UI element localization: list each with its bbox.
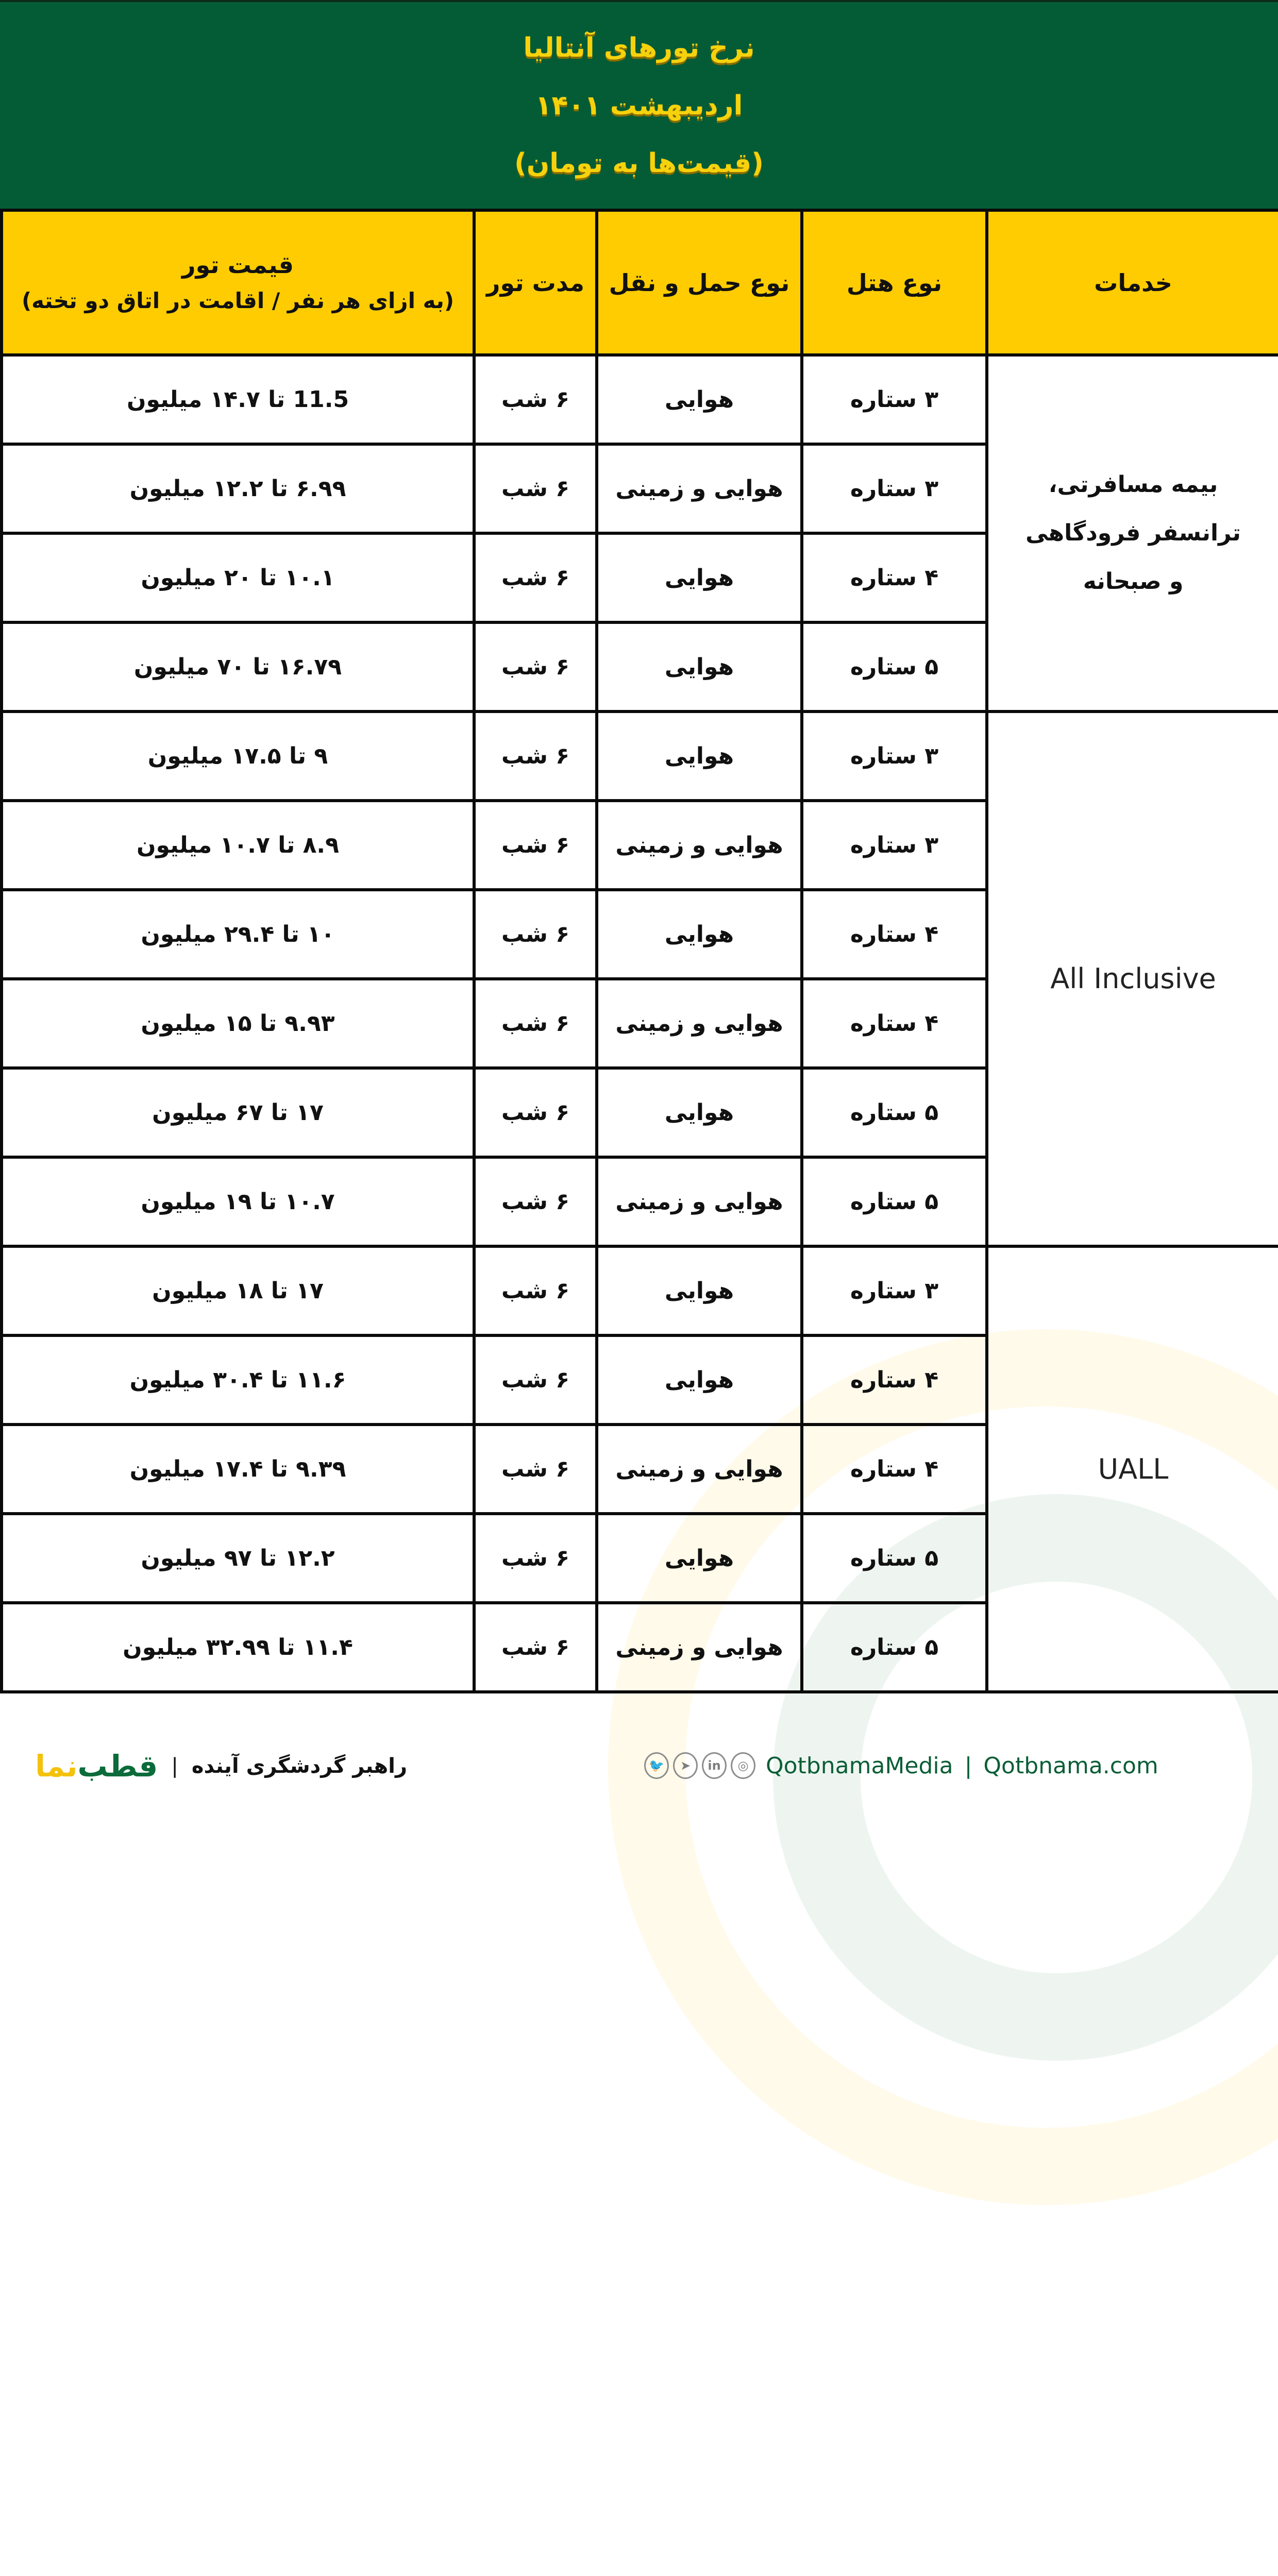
- footer: [0, 1729, 1278, 1825]
- header-price-title: قیمت تور: [181, 250, 294, 279]
- hotel-cell: ۳ ستاره: [802, 355, 987, 444]
- footer-pipe: |: [964, 1752, 972, 1779]
- title-banner: [0, 0, 1278, 209]
- price-cell: ۹.۳۹ تا ۱۷.۴ میلیون: [2, 1425, 474, 1514]
- duration-cell: ۶ شب: [474, 622, 597, 711]
- page-title: نرخ تورهای آنتالیا: [523, 32, 755, 63]
- hotel-cell: ۳ ستاره: [802, 444, 987, 533]
- header-hotel-type: نوع هتل: [802, 210, 987, 355]
- transport-cell: هوایی و زمینی: [597, 444, 802, 533]
- tour-price-table: [0, 209, 1278, 1693]
- transport-cell: هوایی: [597, 622, 802, 711]
- duration-cell: ۶ شب: [474, 355, 597, 444]
- duration-cell: ۶ شب: [474, 1425, 597, 1514]
- website-link[interactable]: Qotbnama.com: [983, 1752, 1158, 1779]
- duration-cell: ۶ شب: [474, 711, 597, 801]
- transport-cell: هوایی: [597, 1246, 802, 1335]
- brand-tagline: راهبر گردشگری آینده: [191, 1754, 407, 1778]
- brand-block: [35, 1749, 407, 1784]
- service-cell: All Inclusive: [987, 711, 1278, 1246]
- logo-part-yellow: نما: [35, 1749, 78, 1784]
- hotel-cell: ۵ ستاره: [802, 1603, 987, 1692]
- hotel-cell: ۴ ستاره: [802, 1425, 987, 1514]
- duration-cell: ۶ شب: [474, 1068, 597, 1157]
- hotel-cell: ۵ ستاره: [802, 1157, 987, 1246]
- header-duration: مدت تور: [474, 210, 597, 355]
- duration-cell: ۶ شب: [474, 533, 597, 622]
- header-transport: نوع حمل و نقل: [597, 210, 802, 355]
- transport-cell: هوایی و زمینی: [597, 1157, 802, 1246]
- transport-cell: هوایی: [597, 1514, 802, 1603]
- duration-cell: ۶ شب: [474, 1157, 597, 1246]
- transport-cell: هوایی: [597, 1335, 802, 1425]
- page-date: اردیبهشت ۱۴۰۱: [535, 90, 743, 121]
- hotel-cell: ۵ ستاره: [802, 1068, 987, 1157]
- service-cell: بیمه مسافرتی، ترانسفر فرودگاهی و صبحانه: [987, 355, 1278, 711]
- telegram-icon[interactable]: ➤: [673, 1752, 698, 1779]
- hotel-cell: ۴ ستاره: [802, 979, 987, 1068]
- social-handle[interactable]: QotbnamaMedia: [766, 1752, 953, 1779]
- social-links: [644, 1752, 1158, 1779]
- hotel-cell: ۳ ستاره: [802, 1246, 987, 1335]
- duration-cell: ۶ شب: [474, 444, 597, 533]
- transport-cell: هوایی و زمینی: [597, 801, 802, 890]
- transport-cell: هوایی: [597, 355, 802, 444]
- price-cell: ۱۰.۷ تا ۱۹ میلیون: [2, 1157, 474, 1246]
- hotel-cell: ۵ ستاره: [802, 1514, 987, 1603]
- transport-cell: هوایی: [597, 533, 802, 622]
- linkedin-icon[interactable]: in: [702, 1752, 727, 1779]
- twitter-icon[interactable]: 🐦: [644, 1752, 669, 1779]
- transport-cell: هوایی: [597, 890, 802, 979]
- hotel-cell: ۳ ستاره: [802, 711, 987, 801]
- header-services: خدمات: [987, 210, 1278, 355]
- transport-cell: هوایی و زمینی: [597, 1603, 802, 1692]
- price-cell: ۱۷ تا ۱۸ میلیون: [2, 1246, 474, 1335]
- brand-logo: [35, 1749, 158, 1784]
- price-cell: 11.5 تا ۱۴.۷ میلیون: [2, 355, 474, 444]
- transport-cell: هوایی: [597, 711, 802, 801]
- table-header-row: [2, 210, 1278, 355]
- duration-cell: ۶ شب: [474, 1246, 597, 1335]
- duration-cell: ۶ شب: [474, 979, 597, 1068]
- duration-cell: ۶ شب: [474, 1603, 597, 1692]
- price-cell: ۱۶.۷۹ تا ۷۰ میلیون: [2, 622, 474, 711]
- transport-cell: هوایی: [597, 1068, 802, 1157]
- duration-cell: ۶ شب: [474, 890, 597, 979]
- duration-cell: ۶ شب: [474, 801, 597, 890]
- table-row: [2, 355, 1278, 444]
- currency-note: (قیمت‌ها به تومان): [514, 147, 764, 179]
- hotel-cell: ۳ ستاره: [802, 801, 987, 890]
- table-row: [2, 1246, 1278, 1335]
- price-cell: ۱۷ تا ۶۷ میلیون: [2, 1068, 474, 1157]
- logo-part-green: قطب: [77, 1749, 158, 1784]
- service-cell: UALL: [987, 1246, 1278, 1692]
- hotel-cell: ۴ ستاره: [802, 533, 987, 622]
- instagram-icon[interactable]: ◎: [731, 1752, 755, 1779]
- transport-cell: هوایی و زمینی: [597, 979, 802, 1068]
- brand-separator: |: [171, 1754, 178, 1778]
- hotel-cell: ۴ ستاره: [802, 890, 987, 979]
- price-cell: ۱۰ تا ۲۹.۴ میلیون: [2, 890, 474, 979]
- price-cell: ۹.۹۳ تا ۱۵ میلیون: [2, 979, 474, 1068]
- table-row: [2, 711, 1278, 801]
- price-cell: ۶.۹۹ تا ۱۲.۲ میلیون: [2, 444, 474, 533]
- duration-cell: ۶ شب: [474, 1514, 597, 1603]
- price-cell: ۱۱.۶ تا ۳۰.۴ میلیون: [2, 1335, 474, 1425]
- price-cell: ۸.۹ تا ۱۰.۷ میلیون: [2, 801, 474, 890]
- hotel-cell: ۵ ستاره: [802, 622, 987, 711]
- header-price: [2, 210, 474, 355]
- price-cell: ۱۲.۲ تا ۹۷ میلیون: [2, 1514, 474, 1603]
- price-cell: ۱۱.۴ تا ۳۲.۹۹ میلیون: [2, 1603, 474, 1692]
- duration-cell: ۶ شب: [474, 1335, 597, 1425]
- transport-cell: هوایی و زمینی: [597, 1425, 802, 1514]
- price-cell: ۱۰.۱ تا ۲۰ میلیون: [2, 533, 474, 622]
- header-price-subtitle: (به ازای هر نفر / اقامت در اتاق دو تخته): [21, 287, 455, 313]
- price-cell: ۹ تا ۱۷.۵ میلیون: [2, 711, 474, 801]
- hotel-cell: ۴ ستاره: [802, 1335, 987, 1425]
